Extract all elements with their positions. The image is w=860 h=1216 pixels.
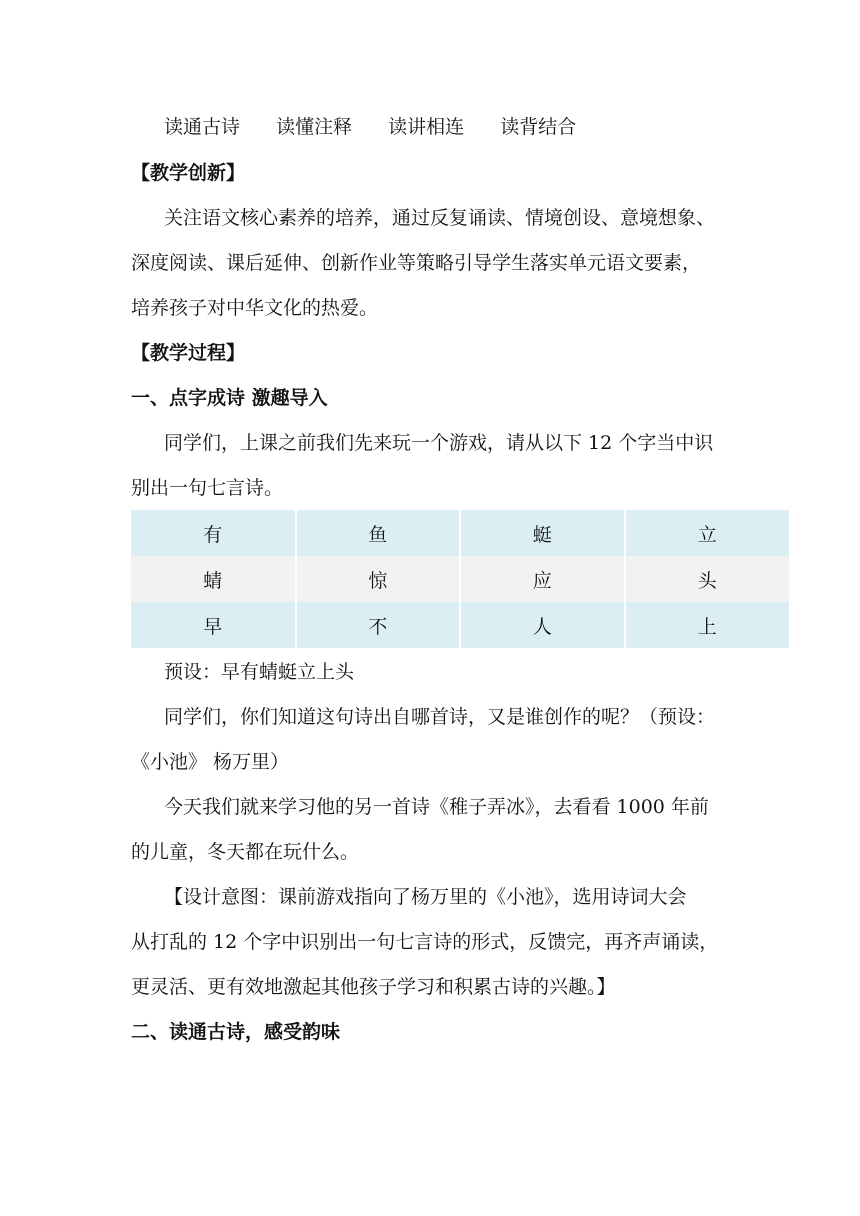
design-intent: 更灵活、更有效地激起其他孩子学习和积累古诗的兴趣。】: [131, 976, 616, 998]
table-cell: 鱼: [296, 510, 461, 556]
method-item: 读讲相连: [388, 116, 465, 138]
innovation-text: 培养孩子对中华文化的热爱。: [131, 297, 379, 319]
table-cell: 头: [625, 556, 790, 602]
character-table: [131, 510, 789, 648]
table-cell: 早: [131, 602, 296, 648]
preset-answer: 预设：早有蜻蜓立上头: [164, 661, 355, 683]
table-cell: 蜻: [131, 556, 296, 602]
paragraph-line: 《小池》 杨万里）: [131, 751, 290, 773]
design-intent: 【设计意图：课前游戏指向了杨万里的《小池》，选用诗词大会: [164, 886, 687, 908]
table-cell: 立: [625, 510, 790, 556]
table-row: [131, 556, 789, 602]
table-cell: 应: [460, 556, 625, 602]
method-item: 读通古诗: [164, 116, 241, 138]
innovation-text: 关注语文核心素养的培养，通过反复诵读、情境创设、意境想象、: [164, 207, 716, 229]
paragraph-line: 的儿童，冬天都在玩什么。: [131, 841, 360, 863]
table-row: [131, 602, 789, 648]
table-cell: 有: [131, 510, 296, 556]
paragraph-line: 别出一句七言诗。: [131, 477, 284, 499]
method-item: 读背结合: [500, 116, 577, 138]
table-cell: 上: [625, 602, 790, 648]
table-row: [131, 510, 789, 556]
table-cell: 不: [296, 602, 461, 648]
process-heading: 【教学过程】: [131, 342, 246, 364]
table-cell: 蜓: [460, 510, 625, 556]
paragraph-line: 同学们，你们知道这句诗出自哪首诗，又是谁创作的呢？（预设：: [164, 706, 716, 728]
method-item: 读懂注释: [276, 116, 353, 138]
table-cell: 人: [460, 602, 625, 648]
design-intent: 从打乱的 12 个字中识别出一句七言诗的形式，反馈完，再齐声诵读，: [131, 931, 719, 953]
paragraph-line: 今天我们就来学习他的另一首诗《稚子弄冰》，去看看 1000 年前: [164, 796, 709, 818]
paragraph-line: 同学们，上课之前我们先来玩一个游戏，请从以下 12 个字当中识: [164, 432, 714, 454]
reading-methods: [164, 115, 764, 139]
innovation-text: 深度阅读、课后延伸、创新作业等策略引导学生落实单元语文要素，: [131, 252, 702, 274]
table-cell: 惊: [296, 556, 461, 602]
section-title: 二、读通古诗，感受韵味: [131, 1021, 341, 1043]
innovation-heading: 【教学创新】: [131, 162, 246, 184]
section-title: 一、点字成诗 激趣导入: [131, 387, 328, 409]
